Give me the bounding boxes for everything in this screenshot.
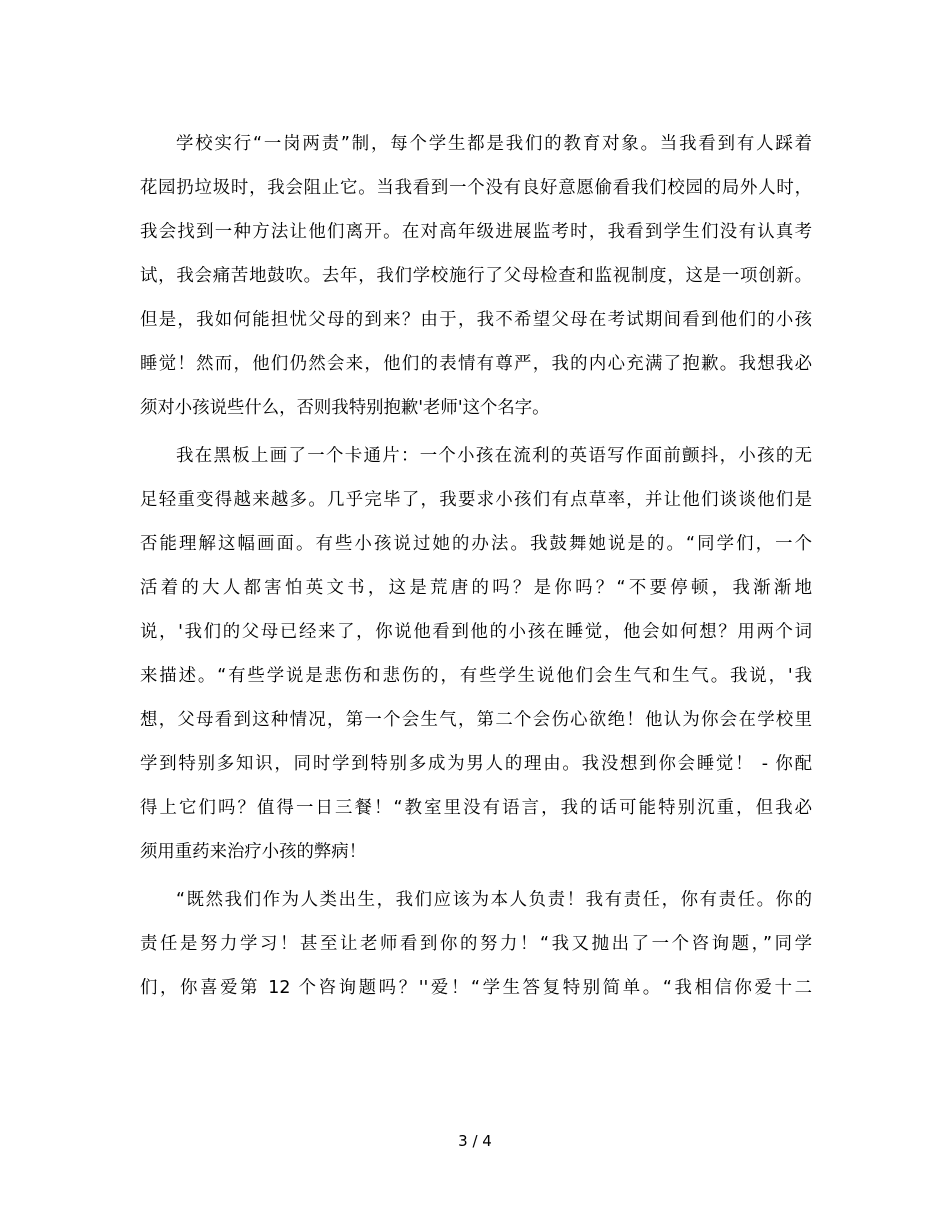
- text-line: 须用重药来治疗小孩的弊病！: [140, 842, 367, 862]
- text-line: 睡觉！然而，他们仍然会来，他们的表情有尊严，我的内心充满了抱歉。我想我必: [140, 354, 812, 374]
- text-line: 我在黑板上画了一个卡通片：一个小孩在流利的英语写作面前颤抖，小孩的无: [176, 446, 812, 466]
- text-line: 活着的大人都害怕英文书，这是荒唐的吗？是你吗？“不要停顿，我渐渐地: [140, 578, 812, 598]
- text-line: 我会找到一种方法让他们离开。在对高年级进展监考时，我看到学生们没有认真考: [140, 222, 812, 242]
- text-line: “既然我们作为人类出生，我们应该为本人负责！我有责任，你有责任。你的: [176, 890, 812, 910]
- text-line: 花园扔垃圾时，我会阻止它。当我看到一个没有良好意愿偷看我们校园的局外人时，: [140, 178, 812, 198]
- text-line: 足轻重变得越来越多。几乎完毕了，我要求小孩们有点草率，并让他们谈谈他们是: [140, 490, 812, 510]
- text-line: 学到特别多知识，同时学到特别多成为男人的理由。我没想到你会睡觉！ - 你配: [140, 754, 812, 774]
- text-line: 试，我会痛苦地鼓吹。去年，我们学校施行了父母检查和监视制度，这是一项创新。: [140, 266, 812, 286]
- text-line: 学校实行“一岗两责”制，每个学生都是我们的教育对象。当我看到有人踩着: [176, 134, 812, 154]
- text-line: 须对小孩说些什么，否则我特别抱歉'老师'这个名字。: [140, 398, 550, 418]
- text-line: 责任是努力学习！甚至让老师看到你的努力！“我又抛出了一个咨询题，”同学: [140, 934, 812, 954]
- text-line: 说，'我们的父母已经来了，你说他看到他的小孩在睡觉，他会如何想？用两个词: [140, 622, 812, 642]
- text-line: 得上它们吗？值得一日三餐！“教室里没有语言，我的话可能特别沉重，但我必: [140, 798, 812, 818]
- text-line: 们，你喜爱第 12 个咨询题吗？''爱！“学生答复特别简单。“我相信你爱十二: [140, 978, 812, 998]
- text-line: 否能理解这幅画面。有些小孩说过她的办法。我鼓舞她说是的。“同学们，一个: [140, 534, 812, 554]
- text-line: 来描述。“有些学说是悲伤和悲伤的，有些学生说他们会生气和生气。我说，'我: [140, 666, 812, 686]
- text-line: 但是，我如何能担忧父母的到来？由于，我不希望父母在考试期间看到他们的小孩: [140, 310, 812, 330]
- page-number: 3 / 4: [458, 1132, 492, 1150]
- text-line: 想，父母看到这种情况，第一个会生气，第二个会伤心欲绝！他认为你会在学校里: [140, 710, 812, 730]
